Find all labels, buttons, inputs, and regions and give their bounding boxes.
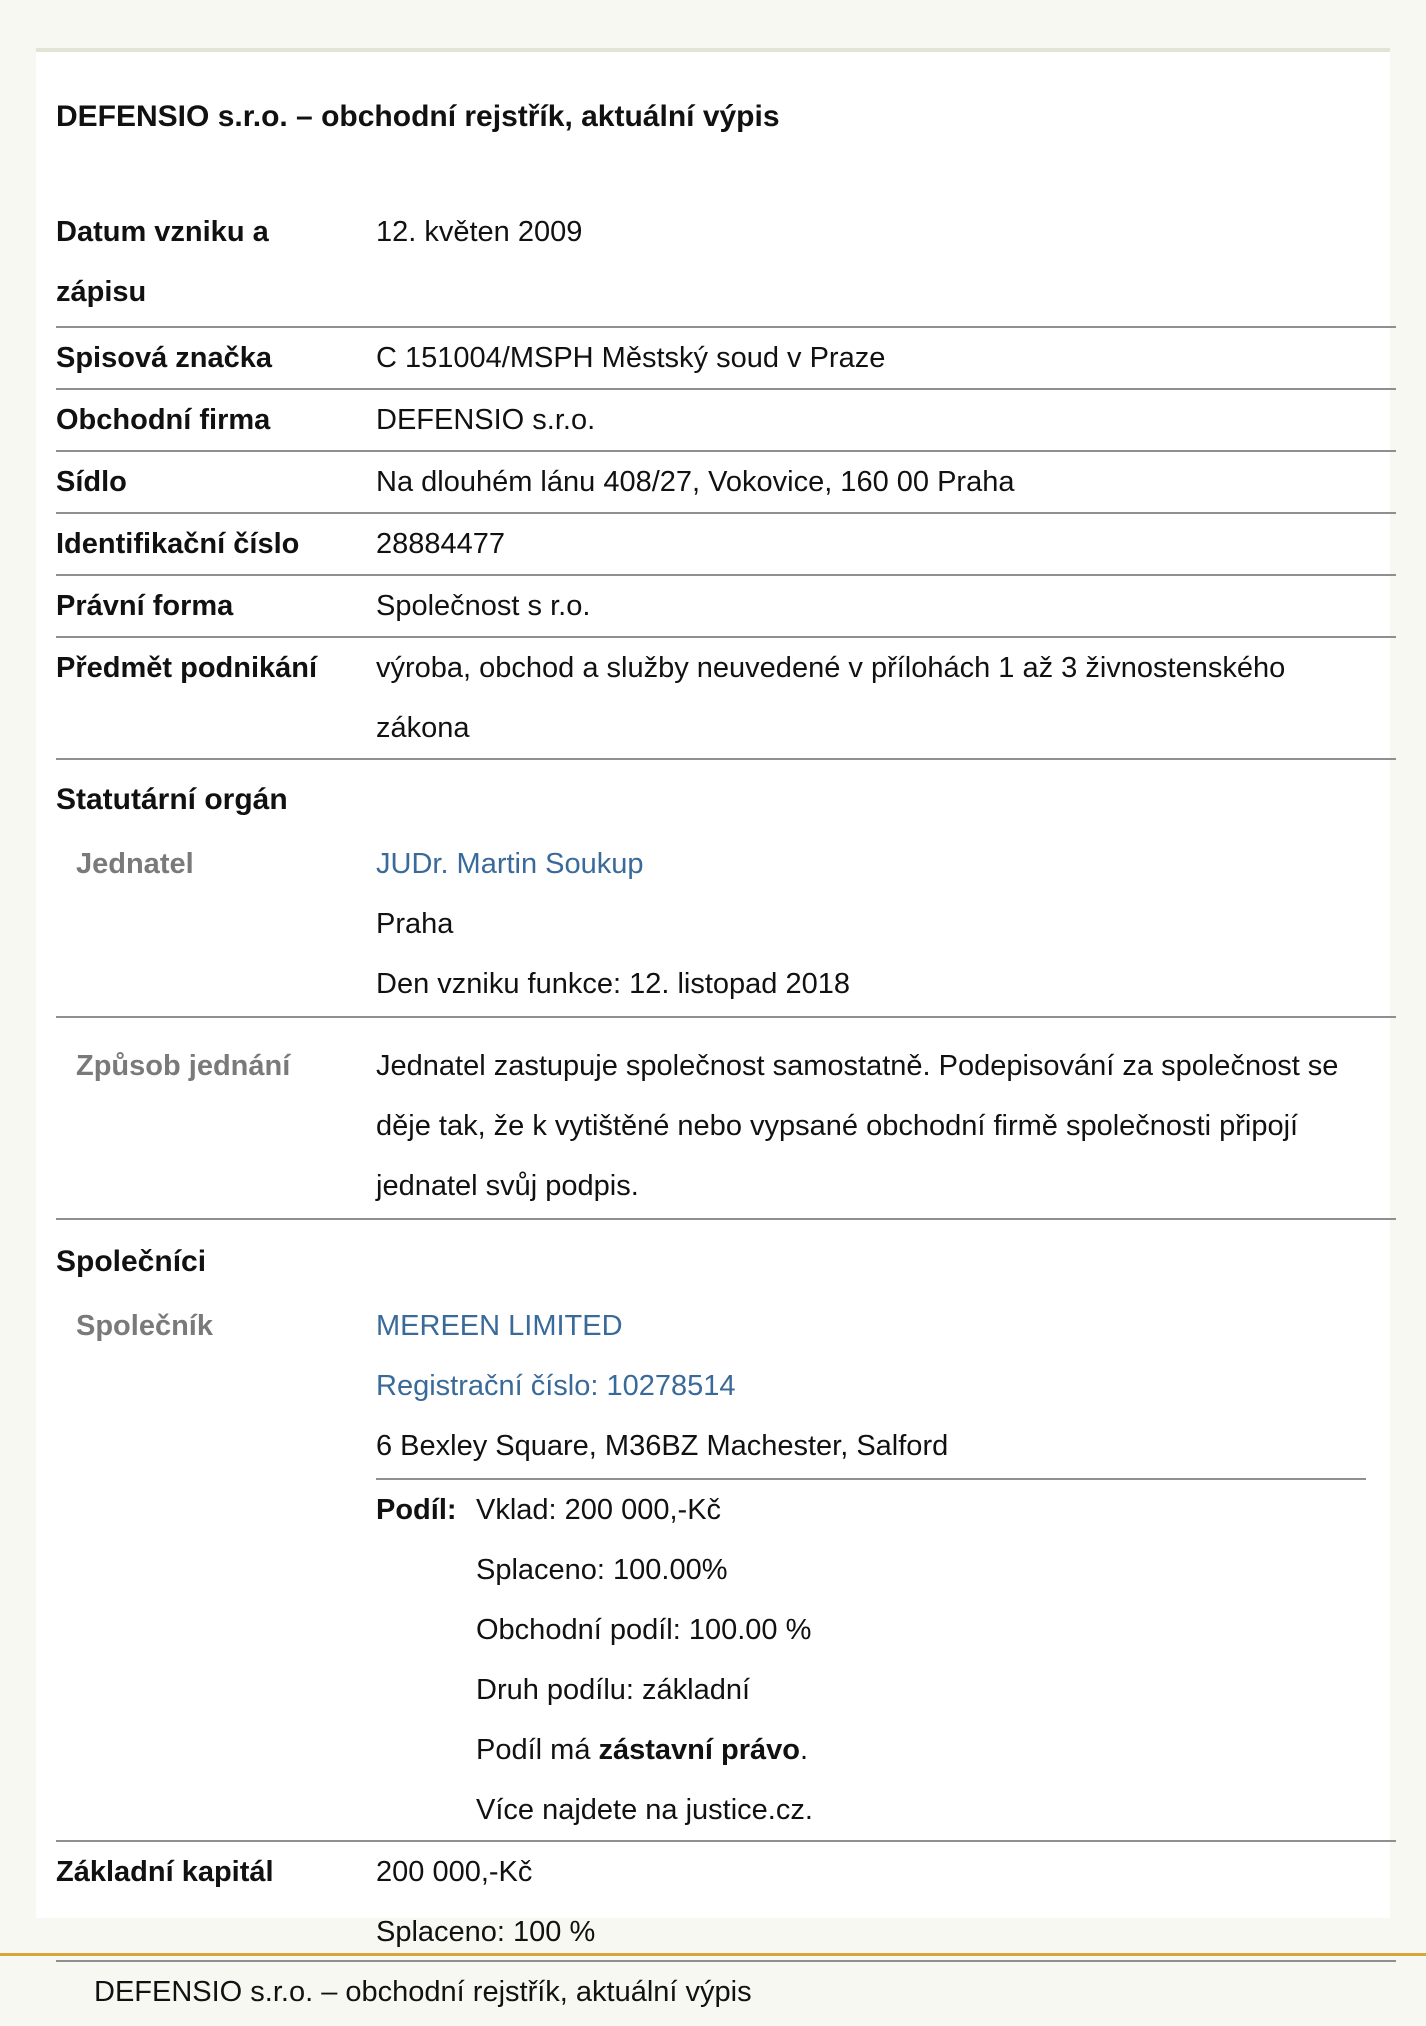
row-value: Společnost s r.o. [376, 590, 591, 622]
partner-name-line [376, 1296, 1386, 1356]
row-label: Spisová značka [56, 342, 272, 374]
share-lines [476, 1480, 813, 1840]
director-name-link[interactable]: JUDr. Martin Soukup [376, 848, 644, 880]
row-capital [56, 1840, 1396, 1962]
director-details [376, 834, 1386, 1014]
capital-paid: Splaceno: 100 % [376, 1916, 596, 1948]
lien-prefix: Podíl má [476, 1734, 599, 1766]
conduct-text: Jednatel zastupuje společnost samostatně. Podepisování za společnost se děje tak, že k vytištěné nebo vypsané obchodní firmě společnosti připojí jednatel svůj podpis. [376, 1050, 1339, 1202]
lien-suffix: . [799, 1734, 809, 1766]
row-seat [56, 452, 1396, 514]
footer-caption: DEFENSIO s.r.o. – obchodní rejstřík, aktuální výpis [94, 1976, 752, 2008]
partner-reg-line [376, 1356, 1386, 1416]
row-label: Datum vzniku a zápisu [56, 216, 269, 308]
director-label: Jednatel [76, 848, 194, 880]
director-since: Den vzniku funkce: 12. listopad 2018 [376, 968, 850, 1000]
director-city: Praha [376, 908, 454, 940]
row-value: Na dlouhém lánu 408/27, Vokovice, 160 00 Praha [376, 466, 1015, 498]
conduct-label: Způsob jednání [76, 1050, 291, 1082]
row-legal-form [56, 576, 1396, 638]
row-value: C 151004/MSPH Městský soud v Praze [376, 342, 886, 374]
row-conduct [56, 1018, 1396, 1220]
row-label: Obchodní firma [56, 404, 271, 436]
share-more-info: Více najdete na justice.cz. [476, 1794, 813, 1826]
capital-label: Základní kapitál [56, 1856, 274, 1888]
page-title: DEFENSIO s.r.o. – obchodní rejstřík, aktuální výpis [56, 100, 780, 133]
row-date [56, 202, 1396, 328]
capital-amount: 200 000,-Kč [376, 1856, 533, 1888]
row-label: Identifikační číslo [56, 528, 300, 560]
row-label: Právní forma [56, 590, 234, 622]
share-lien [476, 1720, 813, 1780]
row-company-name [56, 390, 1396, 452]
share-business: Obchodní podíl: 100.00 % [476, 1614, 812, 1646]
share-paid: Splaceno: 100.00% [476, 1554, 728, 1586]
partner-block [56, 1296, 1396, 1840]
share-label: Podíl: [376, 1494, 457, 1526]
section-heading-partners: Společníci [56, 1245, 207, 1278]
row-label: Předmět podnikání [56, 652, 318, 684]
section-heading-statutory: Statutární orgán [56, 783, 288, 816]
row-value: 12. květen 2009 [376, 216, 583, 248]
row-label: Sídlo [56, 466, 127, 498]
row-id-number [56, 514, 1396, 576]
lien-bold: zástavní právo [598, 1734, 800, 1766]
partner-details [376, 1296, 1386, 1476]
row-value: výroba, obchod a služby neuvedené v přílohách 1 až 3 živnostenského zákona [376, 652, 1286, 744]
share-block [376, 1478, 1366, 1840]
partner-reg-link[interactable]: Registrační číslo: 10278514 [376, 1370, 736, 1402]
capital-details [376, 1842, 1386, 1962]
partner-name-link[interactable]: MEREEN LIMITED [376, 1310, 623, 1342]
register-card [36, 48, 1390, 1948]
row-director [56, 834, 1396, 1018]
share-deposit: Vklad: 200 000,-Kč [476, 1494, 722, 1526]
partner-address: 6 Bexley Square, M36BZ Machester, Salford [376, 1430, 949, 1462]
row-business-subject [56, 638, 1396, 760]
partner-label: Společník [76, 1310, 213, 1342]
row-file-number [56, 328, 1396, 390]
row-value: DEFENSIO s.r.o. [376, 404, 596, 436]
footer-divider [0, 1953, 1426, 1956]
share-type: Druh podílu: základní [476, 1674, 751, 1706]
row-value: 28884477 [376, 528, 506, 560]
director-name-line [376, 834, 1386, 894]
